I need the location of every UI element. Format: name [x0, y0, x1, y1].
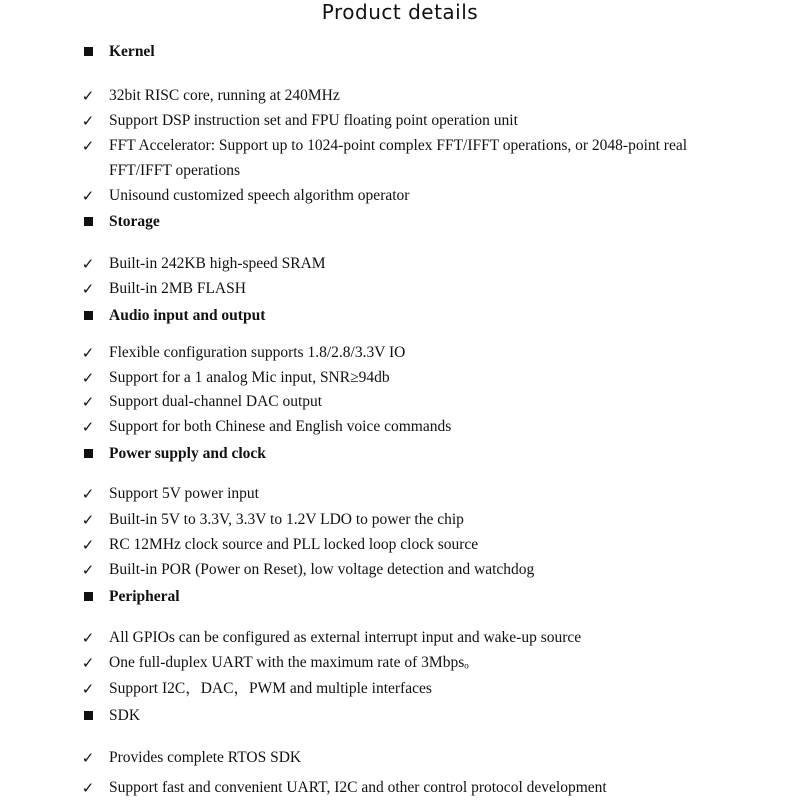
list-item-text: Support for both Chinese and English voice commands: [109, 418, 452, 435]
list-item: [0, 390, 800, 414]
section-heading-label: Storage: [109, 213, 160, 230]
section-heading-label: Kernel: [109, 43, 155, 60]
list-item: [0, 134, 800, 158]
list-item: [0, 651, 800, 675]
list-item: [0, 415, 800, 439]
check-icon: ✓: [81, 87, 95, 105]
list-item-text: RC 12MHz clock source and PLL locked loop clock source: [109, 536, 479, 553]
section-heading-label: Power supply and clock: [109, 445, 266, 462]
check-icon: ✓: [81, 137, 95, 155]
list-item: [0, 277, 800, 301]
list-item-text: Provides complete RTOS SDK: [109, 749, 302, 766]
list-item-text: Support 5V power input: [109, 485, 259, 502]
list-item: [0, 84, 800, 108]
list-item: [0, 341, 800, 365]
list-item: [0, 677, 800, 701]
check-icon: ✓: [81, 654, 95, 672]
check-icon: ✓: [81, 629, 95, 647]
section-heading-label: Audio input and output: [109, 307, 266, 324]
list-item-text: Built-in POR (Power on Reset), low voltage detection and watchdog: [109, 561, 535, 578]
list-item: [0, 558, 800, 582]
check-icon: ✓: [81, 680, 95, 698]
list-item-continuation: [0, 159, 800, 183]
check-icon: ✓: [81, 749, 95, 767]
list-item: [0, 252, 800, 276]
list-item-text: Support I2C，DAC，PWM and multiple interfaces: [109, 680, 432, 697]
list-item-text: Flexible configuration supports 1.8/2.8/3.3V IO: [109, 344, 406, 361]
list-item: [0, 533, 800, 557]
list-item-text: Built-in 5V to 3.3V, 3.3V to 1.2V LDO to power the chip: [109, 511, 464, 528]
square-bullet-icon: [84, 449, 93, 458]
list-item-text: Unisound customized speech algorithm operator: [109, 187, 410, 204]
check-icon: ✓: [81, 511, 95, 529]
list-item: [0, 366, 800, 390]
section-heading-audio: [0, 304, 800, 328]
section-heading-power: [0, 442, 800, 466]
list-item-text: FFT/IFFT operations: [109, 162, 241, 179]
list-item: [0, 184, 800, 208]
list-item: [0, 109, 800, 133]
check-icon: ✓: [81, 393, 95, 411]
check-icon: ✓: [81, 280, 95, 298]
check-icon: ✓: [81, 112, 95, 130]
check-icon: ✓: [81, 344, 95, 362]
list-item-text: Support DSP instruction set and FPU floating point operation unit: [109, 112, 518, 129]
list-item-text: All GPIOs can be configured as external interrupt input and wake-up source: [109, 629, 582, 646]
list-item-text: Support for a 1 analog Mic input, SNR≥94db: [109, 369, 390, 386]
check-icon: ✓: [81, 485, 95, 503]
section-heading-peripheral: [0, 585, 800, 609]
list-item-text: FFT Accelerator: Support up to 1024-point complex FFT/IFFT operations, or 2048-point real: [109, 137, 688, 154]
list-item: [0, 626, 800, 650]
list-item: [0, 508, 800, 532]
list-item: [0, 482, 800, 506]
square-bullet-icon: [84, 711, 93, 720]
list-item: [0, 776, 800, 800]
check-icon: ✓: [81, 536, 95, 554]
list-item-text: Built-in 2MB FLASH: [109, 280, 246, 297]
check-icon: ✓: [81, 369, 95, 387]
page-title: Product details: [321, 0, 479, 24]
check-icon: ✓: [81, 187, 95, 205]
list-item-text: One full-duplex UART with the maximum rate of 3Mbpsₒ: [109, 654, 469, 671]
section-heading-label: SDK: [109, 707, 141, 724]
list-item-text: Support fast and convenient UART, I2C and other control protocol development: [109, 779, 607, 796]
section-heading-sdk: [0, 704, 800, 728]
square-bullet-icon: [84, 592, 93, 601]
list-item: [0, 746, 800, 770]
check-icon: ✓: [81, 779, 95, 797]
section-heading-label: Peripheral: [109, 588, 180, 605]
list-item-text: 32bit RISC core, running at 240MHz: [109, 87, 340, 104]
check-icon: ✓: [81, 418, 95, 436]
section-heading-storage: [0, 210, 800, 234]
list-item-text: Built-in 242KB high-speed SRAM: [109, 255, 326, 272]
square-bullet-icon: [84, 47, 93, 56]
square-bullet-icon: [84, 311, 93, 320]
list-item-text: Support dual-channel DAC output: [109, 393, 323, 410]
section-heading-kernel: [0, 40, 800, 64]
square-bullet-icon: [84, 217, 93, 226]
check-icon: ✓: [81, 561, 95, 579]
check-icon: ✓: [81, 255, 95, 273]
